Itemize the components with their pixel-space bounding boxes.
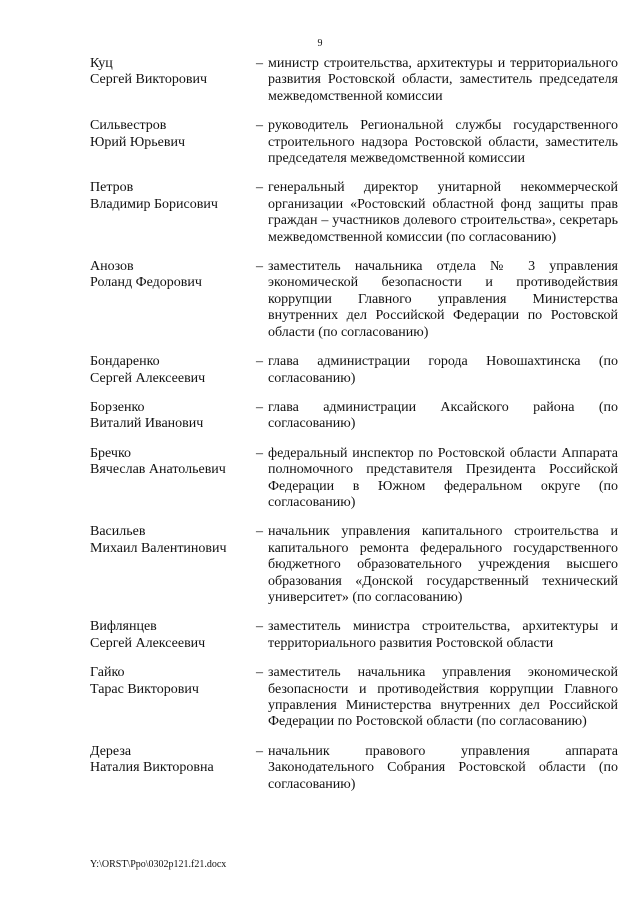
page-number: 9: [317, 38, 323, 49]
member-entry: [90, 665, 618, 731]
separator-dash: –: [256, 399, 263, 415]
separator-dash: –: [256, 619, 263, 635]
member-role: начальник управления капитального строительства и капитального ремонта федерального государственного бюджетного образовательного учреждения высшего образования «Донской государственный технический университет» (по согласованию): [268, 524, 618, 605]
member-first-patronymic: Вячеслав Анатольевич: [90, 462, 226, 478]
member-first-patronymic: Сергей Алексеевич: [90, 370, 206, 386]
member-first-patronymic: Юрий Юрьевич: [90, 134, 186, 150]
member-role: федеральный инспектор по Ростовской области Аппарата полномочного представителя Президента Российской Федерации в Южном федеральном округе (по согласованию): [268, 445, 618, 510]
separator-dash: –: [256, 180, 263, 196]
member-surname: Сильвестров: [90, 118, 167, 134]
separator-dash: –: [256, 259, 263, 275]
member-surname: Борзенко: [90, 399, 145, 415]
member-surname: Куц: [90, 56, 113, 71]
member-entry: [90, 118, 618, 167]
member-surname: Анозов: [90, 259, 134, 275]
member-name-block: [90, 118, 256, 151]
separator-dash: –: [256, 118, 263, 134]
member-entry: [90, 259, 618, 341]
member-name-block: [90, 180, 256, 213]
member-role: генеральный директор унитарной некоммерческой организации «Ростовский областной фонд защиты прав граждан – участников долевого строительства», секретарь межведомственной комиссии (по согласованию): [268, 180, 618, 245]
member-first-patronymic: Михаил Валентинович: [90, 540, 227, 556]
separator-dash: –: [256, 445, 263, 461]
member-name-block: [90, 56, 256, 89]
member-role: министр строительства, архитектуры и территориального развития Ростовской области, заместитель председателя межведомственной комиссии: [268, 56, 618, 104]
member-entry: [90, 56, 618, 105]
member-entry: [90, 446, 618, 512]
member-name-block: [90, 354, 256, 387]
member-name-block: [90, 259, 256, 292]
member-name-block: [90, 446, 256, 479]
member-surname: Бондаренко: [90, 354, 160, 370]
separator-dash: –: [256, 524, 263, 540]
member-entry: [90, 180, 618, 246]
separator-dash: –: [256, 743, 263, 759]
member-name-block: [90, 665, 256, 698]
member-first-patronymic: Роланд Федорович: [90, 275, 202, 291]
member-surname: Дереза: [90, 743, 132, 759]
member-role: начальник правового управления аппарата Законодательного Собрания Ростовской области (по согласованию): [268, 743, 618, 792]
member-surname: Петров: [90, 180, 134, 196]
member-role: глава администрации Аксайского района (по согласованию): [268, 399, 618, 432]
member-name-block: [90, 619, 256, 652]
member-entry: [90, 354, 618, 387]
member-entry: [90, 619, 618, 652]
member-entry: [90, 400, 618, 433]
member-name-block: [90, 524, 256, 557]
separator-dash: –: [256, 354, 263, 370]
member-surname: Бречко: [90, 445, 132, 461]
member-surname: Васильев: [90, 524, 146, 540]
member-first-patronymic: Сергей Алексеевич: [90, 635, 206, 651]
member-first-patronymic: Тарас Викторович: [90, 681, 199, 697]
member-entry: [90, 524, 618, 606]
member-first-patronymic: Владимир Борисович: [90, 196, 218, 212]
member-surname: Гайко: [90, 665, 125, 681]
separator-dash: –: [256, 56, 263, 71]
member-role: руководитель Региональной службы государственного строительного надзора Ростовской области, заместитель председателя межведомственной комиссии: [268, 118, 618, 167]
member-name-block: [90, 744, 256, 777]
member-name-block: [90, 400, 256, 433]
document-file-path: Y:\ORST\Ppo\0302p121.f21.docx: [90, 859, 227, 870]
commission-member-list: [90, 56, 618, 806]
member-first-patronymic: Виталий Иванович: [90, 416, 204, 432]
member-first-patronymic: Наталия Викторовна: [90, 760, 214, 776]
member-role: глава администрации города Новошахтинска (по согласованию): [268, 354, 618, 386]
member-entry: [90, 744, 618, 793]
member-first-patronymic: Сергей Викторович: [90, 72, 208, 88]
member-role: заместитель начальника управления экономической безопасности и противодействия коррупции Главного управления Министерства внутренних дел Российской Федерации по Ростовской области (по согласованию): [268, 665, 618, 730]
member-surname: Вифлянцев: [90, 619, 157, 635]
member-role: заместитель министра строительства, архитектуры и территориального развития Ростовской области: [268, 619, 618, 651]
separator-dash: –: [256, 665, 263, 681]
member-role: заместитель начальника отдела № 3 управления экономической безопасности и противодействия коррупции Главного управления Министерства внутренних дел Российской Федерации по Ростовской области (по согласованию): [268, 259, 618, 340]
